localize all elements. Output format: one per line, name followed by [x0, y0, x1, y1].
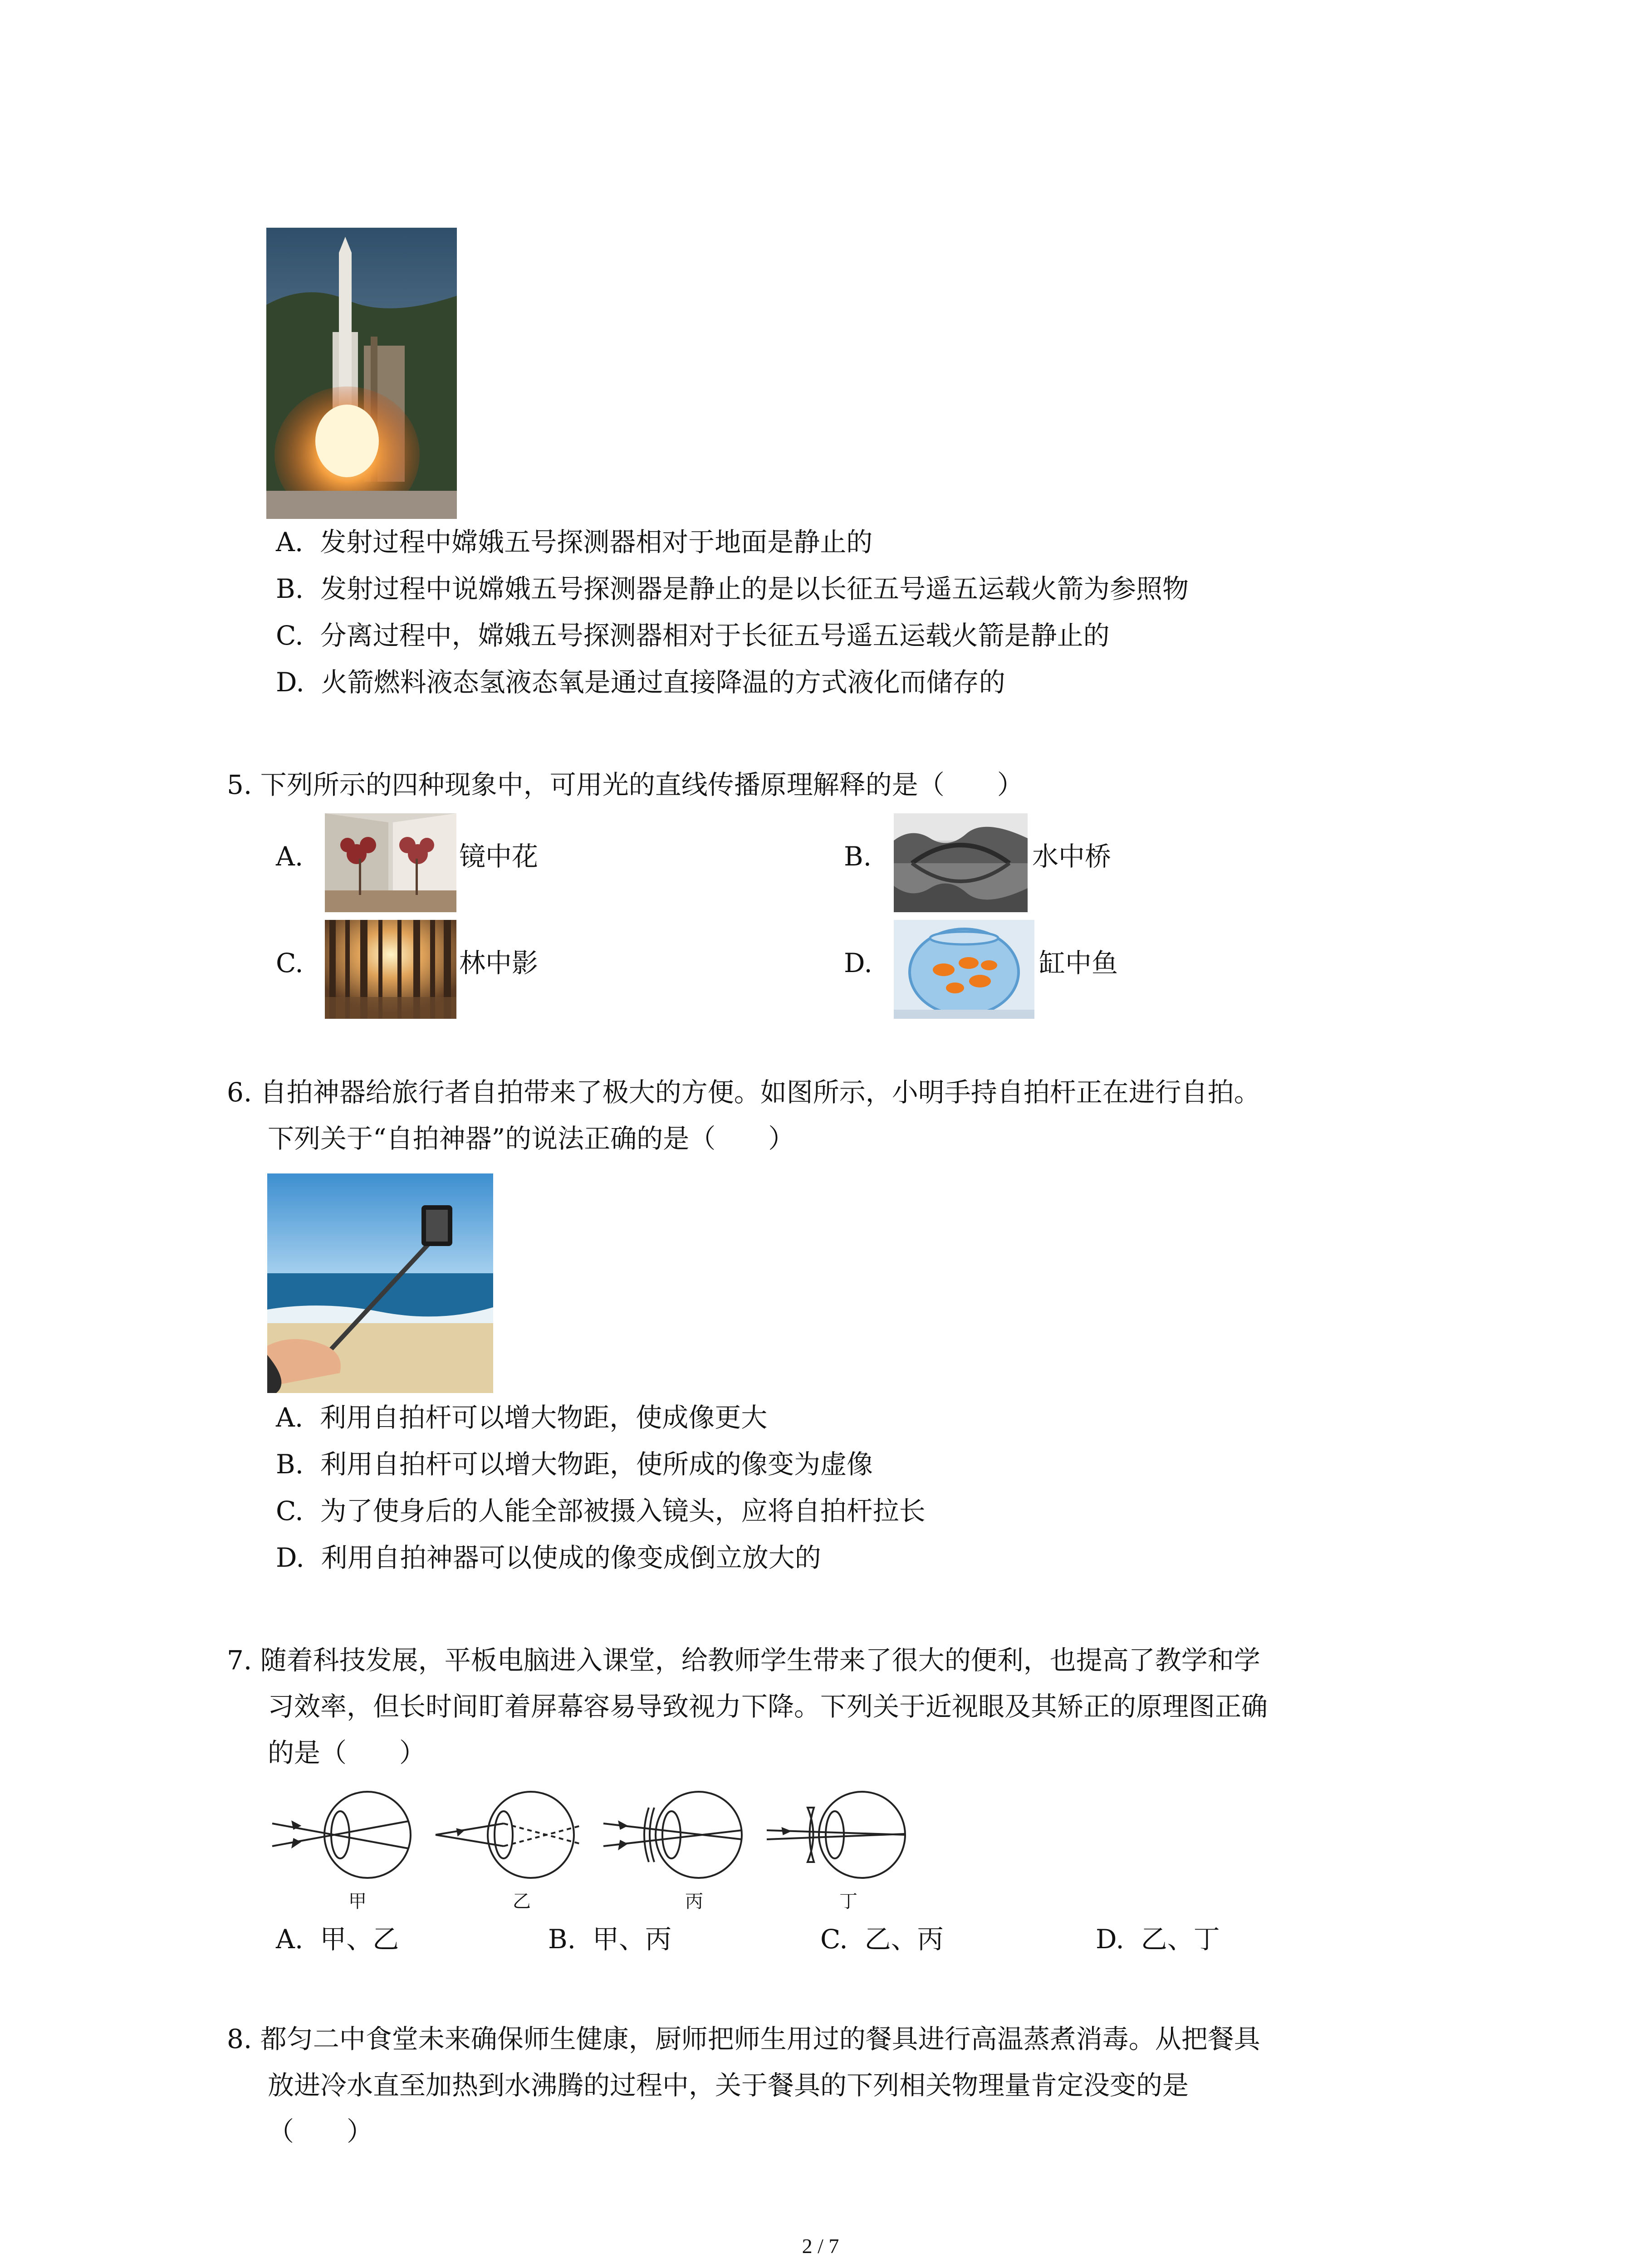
diagram-label-yi: 乙: [513, 1891, 531, 1912]
q7-stem-line2: 习效率，但长时间盯着屏幕容易导致视力下降。下列关于近视眼及其矫正的原理图正确: [268, 1691, 1268, 1722]
forest-shadow-photo: [325, 920, 456, 1019]
option-label: B.: [276, 573, 304, 604]
selfie-stick-photo: [267, 1173, 493, 1393]
option-label: C.: [820, 1924, 848, 1955]
q7-stem-line1: [227, 1642, 1260, 1678]
option-text: 分离过程中，嫦娥五号探测器相对于长征五号遥五运载火箭是静止的: [320, 620, 1110, 651]
option-text: 甲、丙: [592, 1924, 671, 1955]
q6-option-c[interactable]: [276, 1493, 926, 1529]
option-text: 甲、乙: [320, 1924, 399, 1955]
fishbowl-photo: [894, 920, 1034, 1019]
mirror-flower-photo: [325, 813, 456, 912]
question-text: 下列所示的四种现象中，可用光的直线传播原理解释的是（ ）: [260, 769, 1024, 800]
question-number: 6.: [227, 1077, 252, 1108]
q7-option-c[interactable]: [820, 1921, 944, 1957]
question-number: 8.: [227, 2024, 252, 2054]
diagram-label-ding: 丁: [839, 1891, 857, 1912]
q6-option-b[interactable]: [276, 1446, 873, 1482]
question-text: 自拍神器给旅行者自拍带来了极大的方便。如图所示，小明手持自拍杆正在进行自拍。: [260, 1077, 1260, 1108]
option-label: A.: [276, 527, 304, 557]
q5-option-d-text: 缸中鱼: [1039, 948, 1118, 978]
question-number: 7.: [227, 1645, 252, 1676]
option-label: D.: [1096, 1924, 1124, 1955]
option-label: D.: [276, 667, 304, 698]
q5-option-c-text: 林中影: [459, 948, 539, 978]
diagram-label-jia: 甲: [348, 1891, 367, 1912]
option-label: D.: [276, 1542, 304, 1573]
q5-option-d[interactable]: [844, 945, 872, 981]
q7-stem-line3: 的是（ ）: [268, 1737, 426, 1768]
q5-option-c[interactable]: [276, 945, 304, 981]
eye-diagram-ding: [767, 1792, 905, 1878]
option-text: 发射过程中说嫦娥五号探测器是静止的是以长征五号遥五运载火箭为参照物: [320, 573, 1189, 604]
eye-diagram-bing: [603, 1792, 742, 1878]
eye-diagram-jia: [272, 1792, 411, 1878]
option-label: A.: [276, 1402, 304, 1433]
q5-option-a-text: 镜中花: [459, 841, 539, 872]
question-text: 随着科技发展，平板电脑进入课堂，给教师学生带来了很大的便利，也提高了教学和学: [260, 1645, 1260, 1676]
q4-option-b[interactable]: [276, 571, 1189, 607]
q4-option-a[interactable]: [276, 524, 872, 560]
option-label: C.: [276, 1496, 304, 1526]
option-label: B.: [276, 1449, 304, 1480]
eye-diagram-yi: [436, 1792, 581, 1878]
q5-option-a[interactable]: [276, 838, 303, 875]
option-text: 利用自拍神器可以使成的像变成倒立放大的: [321, 1542, 821, 1573]
q8-stem-line1: [227, 2021, 1260, 2057]
option-text: 火箭燃料液态氢液态氧是通过直接降温的方式液化而储存的: [321, 667, 1005, 698]
option-label: C.: [276, 620, 304, 651]
bridge-reflection-photo: [894, 813, 1028, 912]
option-label: C.: [276, 948, 304, 978]
option-label: D.: [844, 948, 872, 978]
question-number: 5.: [227, 769, 252, 800]
q6-option-a[interactable]: [276, 1399, 767, 1436]
option-label: A.: [276, 1924, 304, 1955]
option-text: 为了使身后的人能全部被摄入镜头，应将自拍杆拉长: [320, 1496, 926, 1526]
q7-option-d[interactable]: [1096, 1921, 1220, 1957]
q8-stem-line3: （ ）: [268, 2116, 373, 2147]
option-label: B.: [844, 841, 872, 872]
option-text: 利用自拍杆可以增大物距，使所成的像变为虚像: [320, 1449, 873, 1480]
q5-stem: [227, 767, 1024, 803]
q4-option-c[interactable]: [276, 617, 1110, 654]
option-text: 利用自拍杆可以增大物距，使成像更大: [320, 1402, 768, 1433]
diagram-label-bing: 丙: [685, 1891, 703, 1912]
q7-option-a[interactable]: [276, 1921, 399, 1957]
q6-stem-line2: 下列关于“自拍神器”的说法正确的是（ ）: [268, 1123, 795, 1154]
q7-option-b[interactable]: [548, 1921, 671, 1957]
rocket-launch-photo: [266, 228, 457, 519]
option-text: 乙、丁: [1141, 1924, 1220, 1955]
option-text: 乙、丙: [864, 1924, 944, 1955]
page-number: 2 / 7: [802, 2234, 839, 2258]
option-label: B.: [548, 1924, 576, 1955]
question-text: 都匀二中食堂未来确保师生健康，厨师把师生用过的餐具进行高温蒸煮消毒。从把餐具: [260, 2024, 1260, 2054]
option-label: A.: [276, 841, 304, 872]
q4-option-d[interactable]: [276, 664, 1005, 700]
q6-option-d[interactable]: [276, 1540, 821, 1576]
q5-option-b-text: 水中桥: [1032, 841, 1112, 872]
q5-option-b[interactable]: [844, 838, 872, 875]
q8-stem-line2: 放进冷水直至加热到水沸腾的过程中，关于餐具的下列相关物理量肯定没变的是: [268, 2070, 1189, 2101]
option-text: 发射过程中嫦娥五号探测器相对于地面是静止的: [320, 527, 873, 557]
q6-stem-line1: [227, 1074, 1260, 1110]
